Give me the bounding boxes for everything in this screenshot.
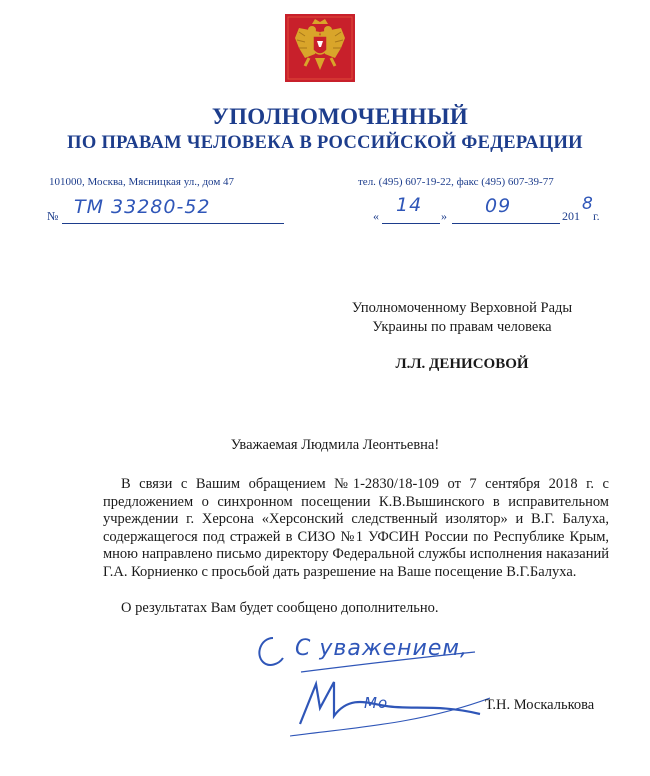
recipient-name: Л.Л. ДЕНИСОВОЙ xyxy=(395,356,529,372)
org-address: 101000, Москва, Мясницкая ул., дом 47 xyxy=(49,176,235,188)
number-underline xyxy=(62,223,284,224)
signature xyxy=(290,664,490,744)
closing-handwriting: С уважением, xyxy=(295,636,468,661)
org-phones: тел. (495) 607-19-22, факс (495) 607-39-77 xyxy=(358,176,554,188)
signer-name: Т.Н. Москалькова xyxy=(485,697,595,713)
org-title-line1: УПОЛНОМОЧЕННЫЙ xyxy=(211,104,469,129)
date-day: 14 xyxy=(396,194,423,216)
date-year-suffix: 8 xyxy=(582,194,594,214)
date-year-prefix: 201 xyxy=(562,209,580,223)
date-month-underline xyxy=(452,223,560,224)
signature-handwriting: Мо xyxy=(364,694,389,712)
salutation: Уважаемая Людмила Леонтьевна! xyxy=(230,437,440,453)
coat-of-arms-icon xyxy=(285,14,355,82)
date-open-quote: « xyxy=(373,209,379,223)
number-prefix: № xyxy=(47,209,59,223)
org-title-line2: ПО ПРАВАМ ЧЕЛОВЕКА В РОССИЙСКОЙ ФЕДЕРАЦИИ xyxy=(67,133,583,153)
letter-paragraph-1 xyxy=(103,476,609,581)
date-month: 09 xyxy=(485,195,512,217)
outgoing-number: ТМ 33280-52 xyxy=(74,196,211,218)
letter-paragraph-2: О результатах Вам будет сообщено дополнительно. xyxy=(121,600,439,616)
date-day-underline xyxy=(382,223,440,224)
recipient-line1: Уполномоченному Верховной Рады xyxy=(351,300,573,316)
paragraph-1-text: В связи с Вашим обращением №1-2830/18-109 от 7 сентября 2018 г. с предложением о синхронном посещении К.В.Вышинского в исправительном учреждении г. Херсона «Херсонский следственный изолятор» и В.Г. Балуха, содержащегося под стражей в СИЗО №1 УФСИН России по Республике Крым, мною направлено письмо директору Федеральной службы исполнения наказаний Г.А. Корниенко с просьбой дать разрешение на Ваше посещение В.Г.Балуха. xyxy=(103,476,609,580)
date-close-quote: » xyxy=(441,209,447,223)
recipient-line2: Украины по правам человека xyxy=(372,319,552,335)
date-year-unit: г. xyxy=(593,209,600,223)
